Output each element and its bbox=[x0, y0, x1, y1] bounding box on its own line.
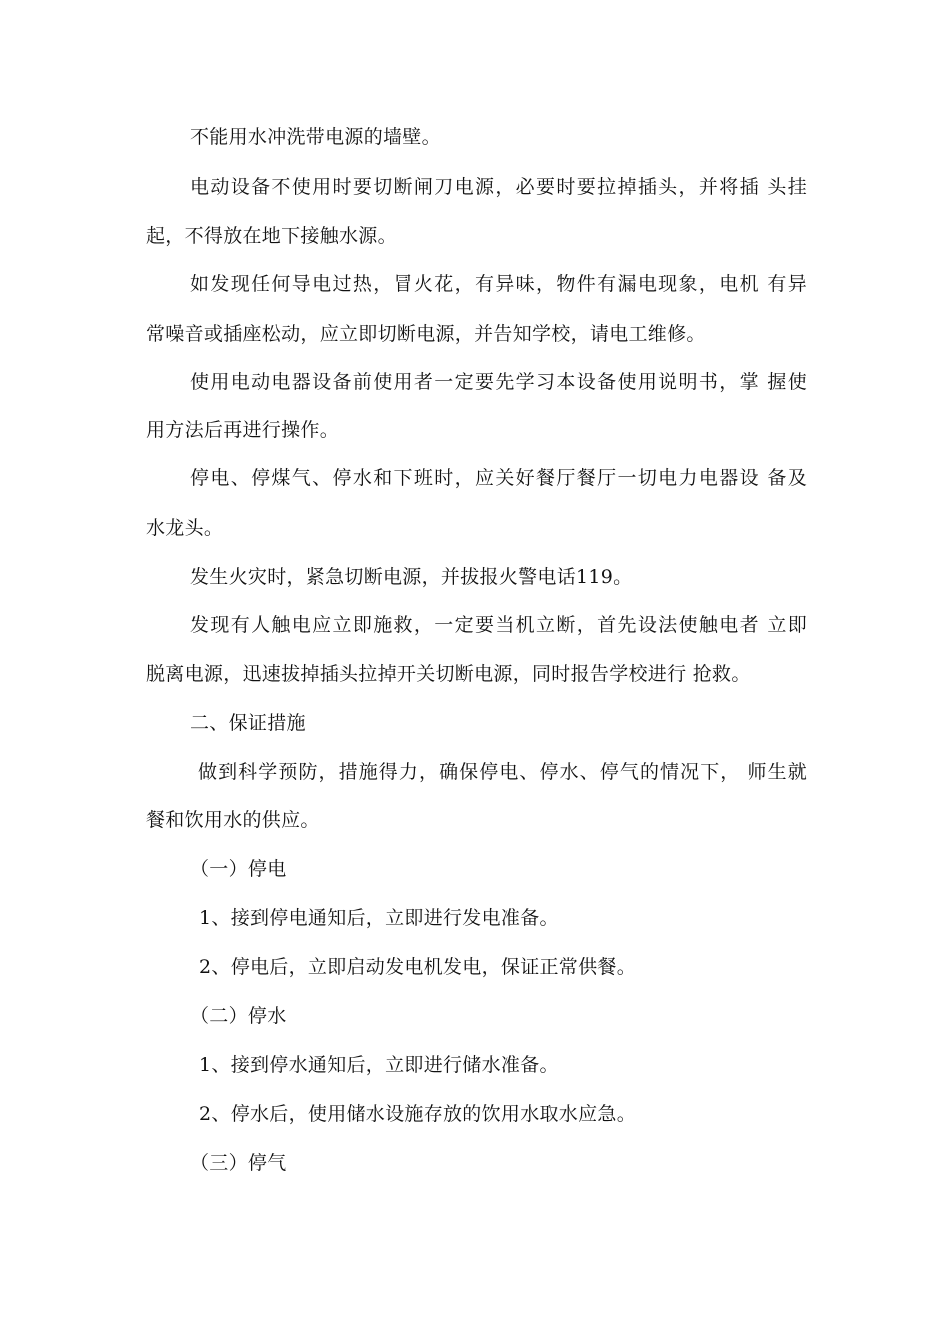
paragraph-line: 脱离电源，迅速拔掉插头拉掉开关切断电源，同时报告学校进行 抢救。 bbox=[146, 663, 751, 685]
paragraph-line: 停电、停煤气、停水和下班时，应关好餐厅餐厅一切电力电器设 备及 bbox=[190, 467, 807, 489]
list-item: 1、接到停电通知后，立即进行发电准备。 bbox=[199, 907, 559, 929]
section-heading: 二、保证措施 bbox=[190, 712, 306, 734]
list-item: 1、接到停水通知后，立即进行储水准备。 bbox=[199, 1054, 559, 1076]
paragraph-line: 电动设备不使用时要切断闸刀电源，必要时要拉掉插头，并将插 头挂 bbox=[190, 176, 807, 198]
paragraph-line: 发生火灾时，紧急切断电源，并拔报火警电话119。 bbox=[190, 566, 633, 588]
list-item: 2、停水后，使用储水设施存放的饮用水取水应急。 bbox=[199, 1103, 636, 1125]
paragraph-line: 如发现任何导电过热，冒火花，有异味，物件有漏电现象，电机 有异 bbox=[190, 273, 807, 295]
paragraph-line: 起，不得放在地下接触水源。 bbox=[146, 225, 397, 247]
paragraph-line: 使用电动电器设备前使用者一定要先学习本设备使用说明书，掌 握使 bbox=[190, 371, 807, 393]
paragraph-line: 餐和饮用水的供应。 bbox=[146, 809, 320, 831]
paragraph-line: 做到科学预防，措施得力，确保停电、停水、停气的情况下， 师生就 bbox=[198, 761, 807, 783]
subsection-heading: （一）停电 bbox=[190, 858, 287, 880]
subsection-heading: （三）停气 bbox=[190, 1152, 287, 1174]
paragraph-line: 水龙头。 bbox=[146, 517, 224, 539]
subsection-heading: （二）停水 bbox=[190, 1005, 287, 1027]
paragraph-line: 不能用水冲洗带电源的墙壁。 bbox=[190, 126, 441, 148]
paragraph-line: 用方法后再进行操作。 bbox=[146, 419, 340, 441]
paragraph-line: 常噪音或插座松动，应立即切断电源，并告知学校，请电工维修。 bbox=[146, 323, 706, 345]
list-item: 2、停电后，立即启动发电机发电，保证正常供餐。 bbox=[199, 956, 636, 978]
paragraph-line: 发现有人触电应立即施救，一定要当机立断，首先设法使触电者 立即 bbox=[190, 614, 807, 636]
